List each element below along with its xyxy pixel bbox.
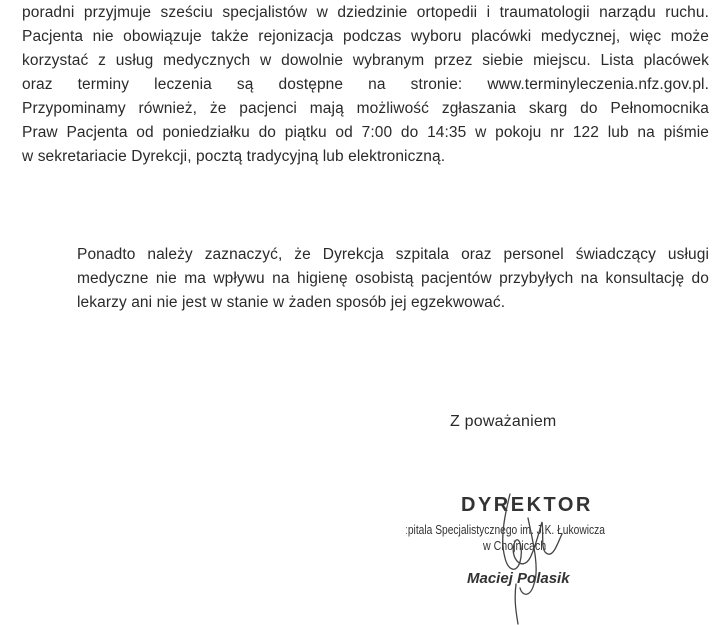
- paragraph-2-line: lekarzy ani nie jest w stanie w żaden sposób jej egzekwować.: [77, 294, 506, 311]
- paragraph-1: [22, 1, 709, 169]
- paragraph-1-line: w sekretariacie Dyrekcji, pocztą tradycyjną lub elektroniczną.: [22, 148, 446, 165]
- paragraph-1-line: poradni przyjmuje sześciu specjalistów w dziedzinie ortopedii i traumatologii narządu ruchu.: [22, 4, 709, 21]
- stamp-city: w Chojnicach: [483, 539, 547, 553]
- stamp-hospital-name: ːpitala Specjalistycznego im. J.K. Łukowicza: [405, 523, 605, 537]
- stamp-title: DYREKTOR: [461, 494, 593, 516]
- handwritten-signature: [470, 488, 590, 625]
- paragraph-1-line: Pacjenta nie obowiązuje także rejonizacja podczas wyboru placówki medycznej, więc może: [22, 28, 709, 45]
- closing-salutation: Z poważaniem: [450, 413, 557, 430]
- paragraph-1-line: korzystać z usług medycznych w dowolnie wybranym przez siebie miejscu. Lista placówek: [22, 52, 709, 69]
- paragraph-1-line: Przypominamy również, że pacjenci mają możliwość zgłaszania skarg do Pełnomocnika: [22, 100, 709, 117]
- paragraph-2: [22, 243, 709, 315]
- paragraph-1-line: oraz terminy leczenia są dostępne na stronie: www.terminyleczenia.nfz.gov.pl.: [22, 76, 709, 93]
- paragraph-2-line: Ponadto należy zaznaczyć, że Dyrekcja szpitala oraz personel świadczący usługi: [77, 246, 709, 263]
- paragraph-1-line: Praw Pacjenta od poniedziałku do piątku od 7:00 do 14:35 w pokoju nr 122 lub na piśmie: [22, 124, 709, 141]
- paragraph-2-line: medyczne nie ma wpływu na higienę osobistą pacjentów przybyłych na konsultację do: [77, 270, 709, 287]
- stamp-director-name: Maciej Polasik: [467, 570, 570, 587]
